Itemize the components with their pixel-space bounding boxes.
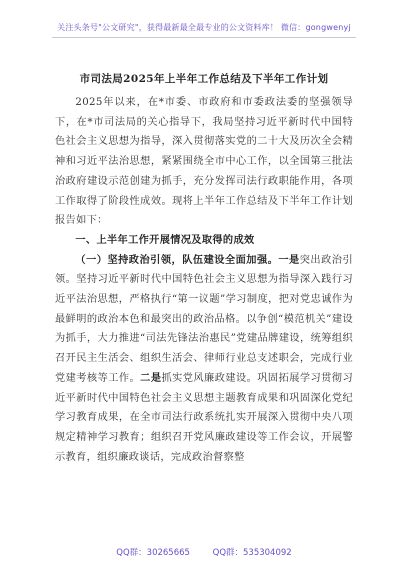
intro-paragraph: 2025年以来，在*市委、市政府和市委政法委的坚强领导下，在*市司法局的关心指导下，我局坚持习近平新时代中国特色社会主义思想为指导，深入贯彻落实党的二十大及历次全会精神和习近平法治思想，紧紧围绕全市中心工作，以全国第三批法治政府建设示范创建为抓手，充分发挥司法行政职能作用，各项工作取得了阶段性成效。现将上半年工作总结及下半年工作计划报告如下：: [55, 97, 353, 227]
document-body: [55, 93, 353, 467]
document-title: 市司法局2025年上半年工作总结及下半年工作计划: [79, 73, 329, 85]
section-heading: 一、上半年工作开展情况及取得的成效: [75, 233, 255, 246]
header-note: 关注头条号"公文研究"，获得最新最全最专业的公文资料库！ 微信：gongwenyj: [57, 23, 351, 32]
subsection-heading: （一）坚持政治引领，队伍建设全面加强。: [75, 253, 279, 266]
footer: [0, 546, 408, 558]
footer-qq-group-1: QQ群：30265665: [116, 548, 190, 558]
first-point-text: 突出政治引领。坚持习近平新时代中国特色社会主义思想为指导深入践行习近平法治思想，严格执行“第一议题”学习制度，把对党忠诚作为最鲜明的政治本色和最突出的政治品格。以争创“模范机关”建设为抓手，大力推进“司法先锋法治惠民”党建品牌建设，统筹组织召开民主生活会、组织生活会、律师行业总支述职会，完成行业党建考核等工作。: [55, 254, 354, 384]
first-point-label: 一是: [278, 253, 300, 266]
second-point-label: 二是: [140, 371, 162, 384]
subsection-paragraph-1: [55, 251, 353, 468]
footer-qq-group-2: QQ群：535304092: [212, 548, 292, 558]
second-point-text: 抓实党风廉政建设。巩固拓展学习贯彻习近平新时代中国特色社会主义思想主题教育成果和巩固深化党纪学习教育成果，在全市司法行政系统扎实开展深入贯彻中央八项规定精神学习教育；组织召开党风廉政建设等工作会议，开展警示教育，组织廉政谈话，完成政治督察整: [55, 372, 353, 463]
header-divider: [52, 37, 356, 38]
